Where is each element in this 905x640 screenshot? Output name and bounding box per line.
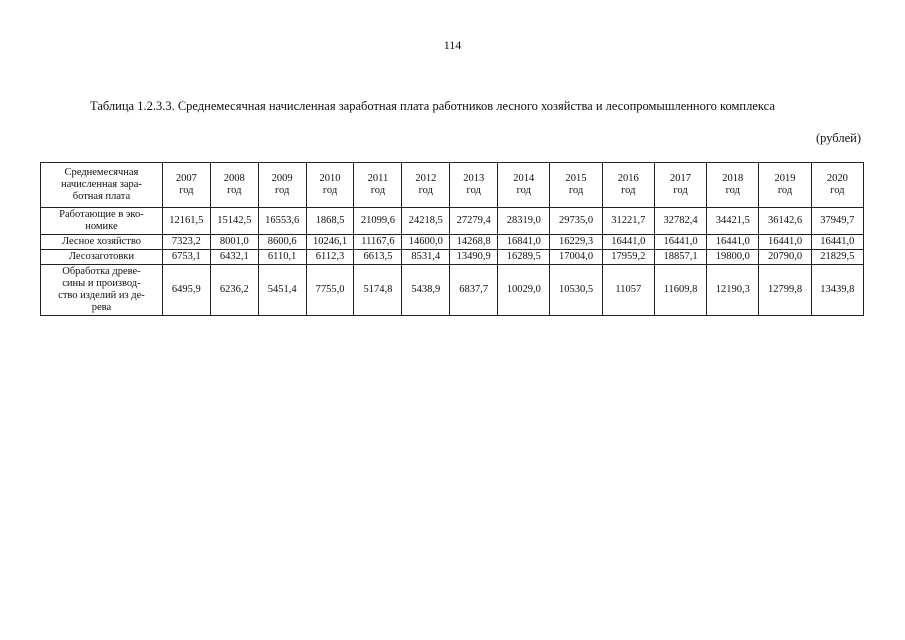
- value-cell: 6432,1: [210, 250, 258, 265]
- value-cell: 16441,0: [811, 235, 863, 250]
- year-header-cell: [707, 163, 759, 208]
- year-unit-label: год: [568, 185, 584, 196]
- value-cell: 16441,0: [759, 235, 811, 250]
- units-label: (рублей): [815, 131, 861, 145]
- value-cell: 14268,8: [450, 235, 498, 250]
- value-cell: 37949,7: [811, 208, 863, 235]
- year-header-cell: [402, 163, 450, 208]
- year-header-cell: [759, 163, 811, 208]
- year-header-cell: [210, 163, 258, 208]
- value-cell: 13439,8: [811, 265, 863, 316]
- value-cell: 20790,0: [759, 250, 811, 265]
- year-unit-label: год: [370, 185, 386, 196]
- year-label: 2020: [826, 173, 848, 184]
- value-cell: 27279,4: [450, 208, 498, 235]
- value-cell: 16553,6: [258, 208, 306, 235]
- value-cell: 6236,2: [210, 265, 258, 316]
- value-cell: 16229,3: [550, 235, 602, 250]
- value-cell: 6753,1: [162, 250, 210, 265]
- year-header-cell: [354, 163, 402, 208]
- year-unit-label: год: [274, 185, 290, 196]
- year-label: 2014: [513, 173, 535, 184]
- table-row: [41, 235, 864, 250]
- value-cell: 36142,6: [759, 208, 811, 235]
- value-cell: 24218,5: [402, 208, 450, 235]
- year-unit-label: год: [516, 185, 531, 196]
- year-header-cell: [811, 163, 863, 208]
- value-cell: 34421,5: [707, 208, 759, 235]
- value-cell: 15142,5: [210, 208, 258, 235]
- row-label-cell: Обработка древе- сины и производ- ство изделий из де- рева: [41, 265, 163, 316]
- year-label: 2015: [565, 173, 587, 184]
- value-cell: 7323,2: [162, 235, 210, 250]
- value-cell: 31221,7: [602, 208, 654, 235]
- year-label: 2008: [223, 173, 245, 184]
- year-unit-label: год: [830, 185, 845, 196]
- year-unit-label: год: [466, 185, 481, 196]
- value-cell: 19800,0: [707, 250, 759, 265]
- year-label: 2017: [670, 173, 692, 184]
- value-cell: 13490,9: [450, 250, 498, 265]
- value-cell: 12161,5: [162, 208, 210, 235]
- year-header-cell: [162, 163, 210, 208]
- value-cell: 8531,4: [402, 250, 450, 265]
- year-header-cell: [602, 163, 654, 208]
- year-unit-label: год: [418, 185, 433, 196]
- year-label: 2009: [271, 173, 293, 184]
- year-label: 2013: [463, 173, 485, 184]
- year-label: 2007: [175, 173, 197, 184]
- table-row: [41, 265, 864, 316]
- table-header-row: [41, 163, 864, 208]
- year-label: 2019: [774, 173, 796, 184]
- year-unit-label: год: [227, 185, 242, 196]
- value-cell: 16441,0: [707, 235, 759, 250]
- value-cell: 10246,1: [306, 235, 354, 250]
- year-unit-label: год: [322, 185, 338, 196]
- value-cell: 28319,0: [498, 208, 550, 235]
- value-cell: 32782,4: [654, 208, 706, 235]
- value-cell: 6110,1: [258, 250, 306, 265]
- year-label: 2011: [367, 173, 389, 184]
- value-cell: 29735,0: [550, 208, 602, 235]
- year-label: 2018: [722, 173, 744, 184]
- value-cell: 6112,3: [306, 250, 354, 265]
- value-cell: 18857,1: [654, 250, 706, 265]
- year-label: 2010: [319, 173, 341, 184]
- value-cell: 11057: [602, 265, 654, 316]
- salary-table: [40, 162, 864, 316]
- value-cell: 8001,0: [210, 235, 258, 250]
- year-header-cell: [450, 163, 498, 208]
- year-unit-label: год: [777, 185, 793, 196]
- value-cell: 1868,5: [306, 208, 354, 235]
- table-caption: Таблица 1.2.3.3. Среднемесячная начисленная заработная плата работников лесного хозяйства и лесопромышленного комплекса: [90, 99, 775, 113]
- year-header-cell: [258, 163, 306, 208]
- table-row: [41, 208, 864, 235]
- header-label-cell: Среднемесячная начисленная зара- ботная плата: [41, 163, 163, 208]
- year-header-cell: [306, 163, 354, 208]
- value-cell: 8600,6: [258, 235, 306, 250]
- row-label-cell: Лесное хозяйство: [41, 235, 163, 250]
- row-label-cell: Работающие в эко- номике: [41, 208, 163, 235]
- year-header-cell: [498, 163, 550, 208]
- value-cell: 6495,9: [162, 265, 210, 316]
- table-row: [41, 250, 864, 265]
- value-cell: 14600,0: [402, 235, 450, 250]
- year-header-cell: [654, 163, 706, 208]
- value-cell: 16441,0: [602, 235, 654, 250]
- value-cell: 6613,5: [354, 250, 402, 265]
- value-cell: 16441,0: [654, 235, 706, 250]
- value-cell: 11609,8: [654, 265, 706, 316]
- value-cell: 17959,2: [602, 250, 654, 265]
- year-unit-label: год: [179, 185, 194, 196]
- value-cell: 16841,0: [498, 235, 550, 250]
- value-cell: 12799,8: [759, 265, 811, 316]
- value-cell: 21829,5: [811, 250, 863, 265]
- row-label-cell: Лесозаготовки: [41, 250, 163, 265]
- value-cell: 7755,0: [306, 265, 354, 316]
- year-unit-label: год: [725, 185, 740, 196]
- value-cell: 5451,4: [258, 265, 306, 316]
- page-number: 114: [443, 38, 462, 52]
- value-cell: 5438,9: [402, 265, 450, 316]
- year-label: 2012: [415, 173, 437, 184]
- table-body: [41, 208, 864, 316]
- value-cell: 17004,0: [550, 250, 602, 265]
- year-header-cell: [550, 163, 602, 208]
- value-cell: 6837,7: [450, 265, 498, 316]
- value-cell: 12190,3: [707, 265, 759, 316]
- value-cell: 21099,6: [354, 208, 402, 235]
- value-cell: 5174,8: [354, 265, 402, 316]
- value-cell: 16289,5: [498, 250, 550, 265]
- value-cell: 10029,0: [498, 265, 550, 316]
- year-label: 2016: [617, 173, 639, 184]
- year-unit-label: год: [621, 185, 636, 196]
- value-cell: 11167,6: [354, 235, 402, 250]
- value-cell: 10530,5: [550, 265, 602, 316]
- year-unit-label: год: [673, 185, 688, 196]
